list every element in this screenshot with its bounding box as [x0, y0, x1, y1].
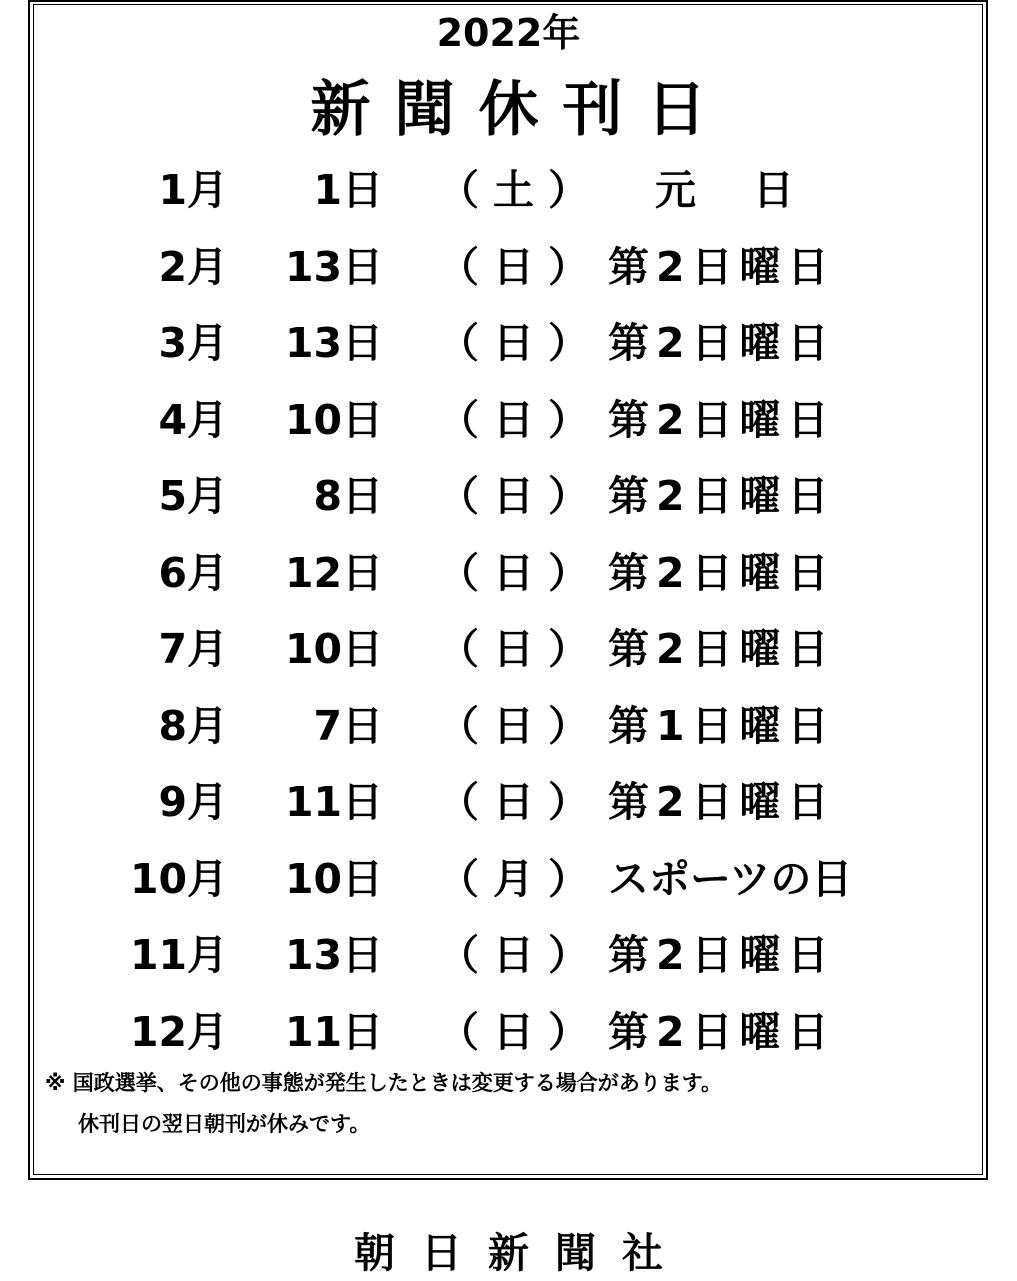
weekday-label: （日）	[438, 548, 603, 597]
month-label: 4月	[158, 395, 228, 444]
reason-label: 第1日曜日	[608, 701, 836, 750]
month-label: 9月	[158, 778, 228, 826]
schedule-row	[0, 535, 1017, 612]
month-label: 10月	[129, 854, 228, 903]
page-title: 新聞休刊日	[310, 75, 731, 145]
schedule-row	[0, 382, 1017, 459]
reason-label: 第2日曜日	[608, 548, 836, 597]
day-label: 11日	[284, 778, 383, 826]
weekday-label: （日）	[438, 242, 603, 291]
reason-label: 第2日曜日	[608, 395, 836, 444]
reason-label: スポーツの日	[608, 854, 853, 903]
reason-label: 第2日曜日	[608, 472, 836, 520]
month-label: 7月	[158, 625, 228, 673]
schedule-row	[0, 688, 1017, 765]
day-label: 7日	[313, 701, 383, 750]
day-label: 10日	[284, 395, 383, 444]
weekday-label: （日）	[438, 778, 603, 826]
schedule-row	[0, 994, 1017, 1071]
reason-label: 第2日曜日	[608, 778, 836, 826]
month-label: 11月	[129, 931, 228, 979]
schedule-row	[0, 152, 1017, 229]
month-label: 5月	[158, 472, 228, 520]
weekday-label: （月）	[438, 854, 603, 903]
weekday-label: （日）	[438, 701, 603, 750]
month-label: 8月	[158, 701, 228, 750]
reason-label: 第2日曜日	[608, 625, 836, 673]
year-heading: 2022年	[436, 11, 581, 55]
day-label: 10日	[284, 854, 383, 903]
schedule-row	[0, 229, 1017, 306]
day-label: 12日	[284, 548, 383, 597]
day-label: 13日	[284, 319, 383, 367]
month-label: 1月	[158, 166, 228, 214]
month-label: 3月	[158, 319, 228, 367]
weekday-label: （日）	[438, 1007, 603, 1056]
reason-label: 第2日曜日	[608, 319, 836, 367]
reason-label: 元 日	[655, 166, 802, 214]
schedule-row	[0, 458, 1017, 535]
day-label: 13日	[284, 931, 383, 979]
weekday-label: （日）	[438, 395, 603, 444]
reason-label: 第2日曜日	[608, 931, 836, 979]
month-label: 2月	[158, 242, 228, 291]
month-label: 6月	[158, 548, 228, 597]
publisher-name: 朝日新聞社	[354, 1229, 689, 1277]
day-label: 1日	[313, 166, 383, 214]
change-notice: ※ 国政選挙、その他の事態が発生したときは変更する場合があります。	[45, 1071, 723, 1095]
morning-edition-notice: 休刊日の翌日朝刊が休みです。	[78, 1112, 371, 1136]
day-label: 13日	[284, 242, 383, 291]
weekday-label: （日）	[438, 931, 603, 979]
weekday-label: （日）	[438, 319, 603, 367]
reason-label: 第2日曜日	[608, 242, 836, 291]
weekday-label: （日）	[438, 625, 603, 673]
schedule-row	[0, 611, 1017, 688]
month-label: 12月	[129, 1007, 228, 1056]
schedule-row	[0, 305, 1017, 382]
day-label: 10日	[284, 625, 383, 673]
reason-label: 第2日曜日	[608, 1007, 836, 1056]
schedule-list	[0, 152, 1017, 1070]
schedule-row	[0, 764, 1017, 841]
weekday-label: （土）	[438, 166, 603, 214]
weekday-label: （日）	[438, 472, 603, 520]
schedule-row	[0, 841, 1017, 918]
schedule-row	[0, 917, 1017, 994]
day-label: 8日	[313, 472, 383, 520]
day-label: 11日	[284, 1007, 383, 1056]
